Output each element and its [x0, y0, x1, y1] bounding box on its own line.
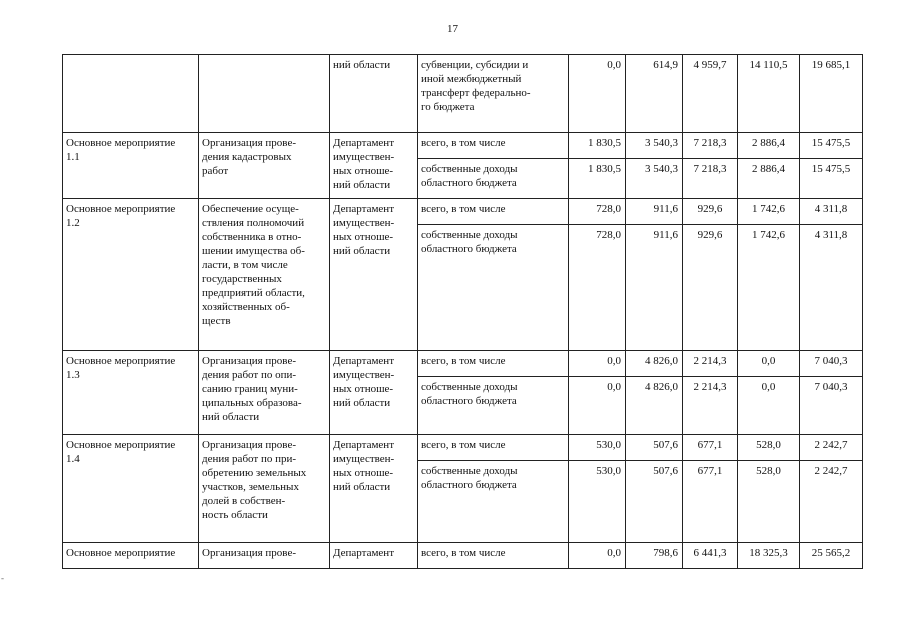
total-value-cell: 2 242,7: [800, 435, 863, 461]
activity-cell: Основное мероприятие 1.1: [63, 133, 199, 199]
total-value-cell: 25 565,2: [800, 543, 863, 569]
funding-source-cell: всего, в том числе: [418, 199, 569, 225]
year-value-cell: 530,0: [569, 435, 626, 461]
funding-source-cell: субвенции, субсидии и иной межбюджетный трансферт федерально- го бюджета: [418, 55, 569, 133]
activity-cell: [63, 55, 199, 133]
activity-cell: Основное мероприятие 1.2: [63, 199, 199, 351]
year-value-cell: 14 110,5: [738, 55, 800, 133]
year-value-cell: 0,0: [569, 55, 626, 133]
year-value-cell: 7 218,3: [683, 159, 738, 199]
year-value-cell: 2 214,3: [683, 377, 738, 435]
year-value-cell: 4 826,0: [626, 377, 683, 435]
funding-source-cell: собственные доходы областного бюджета: [418, 225, 569, 351]
year-value-cell: 929,6: [683, 199, 738, 225]
year-value-cell: 528,0: [738, 461, 800, 543]
year-value-cell: 728,0: [569, 199, 626, 225]
year-value-cell: 614,9: [626, 55, 683, 133]
total-value-cell: 15 475,5: [800, 133, 863, 159]
year-value-cell: 4 959,7: [683, 55, 738, 133]
description-cell: Организация прове- дения кадастровых работ: [199, 133, 330, 199]
year-value-cell: 0,0: [569, 377, 626, 435]
total-value-cell: 7 040,3: [800, 351, 863, 377]
total-value-cell: 2 242,7: [800, 461, 863, 543]
executor-cell: Департамент имуществен- ных отноше- ний области: [330, 351, 418, 435]
year-value-cell: 677,1: [683, 435, 738, 461]
year-value-cell: 7 218,3: [683, 133, 738, 159]
total-value-cell: 19 685,1: [800, 55, 863, 133]
table-row: [63, 133, 863, 159]
funding-source-cell: всего, в том числе: [418, 351, 569, 377]
year-value-cell: 4 826,0: [626, 351, 683, 377]
total-value-cell: 4 311,8: [800, 225, 863, 351]
year-value-cell: 2 886,4: [738, 133, 800, 159]
year-value-cell: 6 441,3: [683, 543, 738, 569]
year-value-cell: 2 886,4: [738, 159, 800, 199]
year-value-cell: 0,0: [738, 377, 800, 435]
total-value-cell: 4 311,8: [800, 199, 863, 225]
executor-cell: Департамент имуществен- ных отноше- ний области: [330, 199, 418, 351]
description-cell: Организация прове- дения работ по опи- санию границ муни- ципальных образова- ний области: [199, 351, 330, 435]
year-value-cell: 798,6: [626, 543, 683, 569]
activity-cell: Основное мероприятие 1.3: [63, 351, 199, 435]
year-value-cell: 507,6: [626, 435, 683, 461]
page-number: 17: [447, 23, 458, 35]
year-value-cell: 0,0: [569, 351, 626, 377]
year-value-cell: 911,6: [626, 199, 683, 225]
executor-cell: Департамент имуществен- ных отноше- ний области: [330, 435, 418, 543]
year-value-cell: 3 540,3: [626, 133, 683, 159]
year-value-cell: 677,1: [683, 461, 738, 543]
year-value-cell: 0,0: [569, 543, 626, 569]
description-cell: Обеспечение осуще- ствления полномочий собственника в отно- шении имущества об- ласти, в том числе государственных предприятий области, хозяйственных об- ществ: [199, 199, 330, 351]
year-value-cell: 1 742,6: [738, 199, 800, 225]
year-value-cell: 911,6: [626, 225, 683, 351]
year-value-cell: 728,0: [569, 225, 626, 351]
funding-source-cell: собственные доходы областного бюджета: [418, 461, 569, 543]
executor-cell: Департамент: [330, 543, 418, 569]
activity-cell: Основное мероприятие: [63, 543, 199, 569]
funding-source-cell: всего, в том числе: [418, 543, 569, 569]
year-value-cell: 929,6: [683, 225, 738, 351]
year-value-cell: 0,0: [738, 351, 800, 377]
funding-source-cell: собственные доходы областного бюджета: [418, 377, 569, 435]
year-value-cell: 1 830,5: [569, 159, 626, 199]
executor-cell: ний области: [330, 55, 418, 133]
executor-cell: Департамент имуществен- ных отноше- ний области: [330, 133, 418, 199]
table-row: [63, 543, 863, 569]
year-value-cell: 1 830,5: [569, 133, 626, 159]
description-cell: Организация прове-: [199, 543, 330, 569]
year-value-cell: 18 325,3: [738, 543, 800, 569]
total-value-cell: 7 040,3: [800, 377, 863, 435]
year-value-cell: 3 540,3: [626, 159, 683, 199]
year-value-cell: 530,0: [569, 461, 626, 543]
year-value-cell: 1 742,6: [738, 225, 800, 351]
funding-source-cell: всего, в том числе: [418, 133, 569, 159]
year-value-cell: 507,6: [626, 461, 683, 543]
table-row: [63, 351, 863, 377]
funding-source-cell: собственные доходы областного бюджета: [418, 159, 569, 199]
total-value-cell: 15 475,5: [800, 159, 863, 199]
funding-source-cell: всего, в том числе: [418, 435, 569, 461]
year-value-cell: 528,0: [738, 435, 800, 461]
description-cell: Организация прове- дения работ по при- обретению земельных участков, земельных долей в собствен- ность области: [199, 435, 330, 543]
table-row: [63, 435, 863, 461]
description-cell: [199, 55, 330, 133]
table-row: [63, 199, 863, 225]
table-row: [63, 55, 863, 133]
year-value-cell: 2 214,3: [683, 351, 738, 377]
activity-cell: Основное мероприятие 1.4: [63, 435, 199, 543]
budget-table: [62, 54, 863, 569]
table-body: [63, 55, 863, 569]
